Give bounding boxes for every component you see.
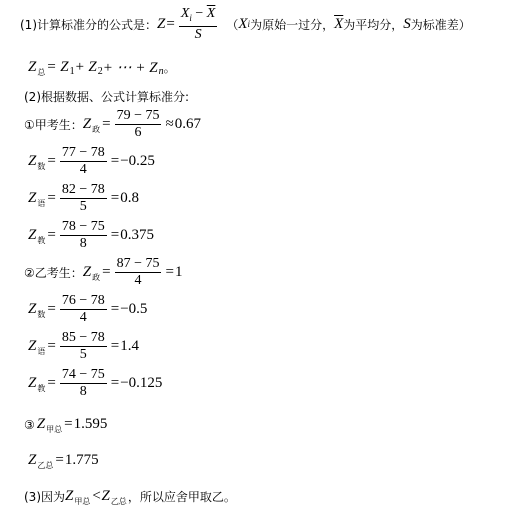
yi-rel-0: =	[165, 264, 174, 280]
jia-val-1: −0.25	[120, 153, 155, 169]
formula-xi: X	[180, 6, 190, 21]
jia-frac-1	[60, 145, 107, 178]
conclusion-z1: Z	[65, 488, 74, 504]
jia-z-3: Z	[28, 227, 37, 243]
yi-den-1: 4	[79, 310, 87, 325]
yi-frac-2	[60, 330, 107, 363]
formula-line	[20, 6, 471, 43]
total-jia-rel: =	[64, 416, 73, 432]
note-xi: X	[238, 15, 248, 32]
total-jia-z: Z	[36, 416, 46, 432]
jia-val-2: 0.8	[120, 190, 139, 206]
jia-sub-0: 政	[92, 125, 101, 134]
yi-frac-0	[115, 256, 162, 289]
total-yi-rel: =	[55, 452, 64, 468]
jia-num-3: 78 − 75	[61, 219, 105, 234]
jia-rel-0: ≈	[165, 116, 174, 132]
jia-frac-0	[115, 108, 162, 141]
yi-num-2: 85 − 78	[61, 330, 105, 345]
yi-val-1: −0.5	[120, 301, 148, 317]
sum-sub-n: n	[158, 66, 164, 77]
jia-eq-1: =	[47, 153, 56, 169]
jia-sub-2: 语	[37, 199, 46, 208]
formula-denominator	[193, 27, 204, 43]
yi-row-0	[24, 256, 182, 289]
sum-line	[28, 58, 176, 77]
yi-rel-2: =	[110, 338, 120, 354]
jia-num-0: 79 − 75	[116, 108, 160, 123]
yi-num-1: 76 − 78	[61, 293, 105, 308]
jia-num-1: 77 − 78	[61, 145, 105, 160]
jia-val-0: 0.67	[174, 116, 201, 132]
yi-z-2: Z	[28, 338, 37, 354]
formula-label: (1)计算标准分的公式是：	[20, 17, 157, 32]
conclusion-s2: 乙总	[110, 497, 127, 506]
formula-xi-sub: i	[189, 12, 192, 23]
yi-den-0: 4	[134, 273, 142, 288]
conclusion-line	[24, 488, 236, 505]
yi-val-3: −0.125	[120, 375, 163, 391]
conclusion-lt: <	[91, 488, 102, 504]
note-xi-sub: i	[247, 19, 251, 30]
jia-header: ①甲考生：	[24, 118, 83, 132]
total-yi-sub: 乙总	[37, 461, 54, 470]
yi-rel-3: =	[110, 375, 120, 391]
note-text-1: 为原始一过分，	[250, 17, 335, 32]
jia-den-2: 5	[79, 199, 87, 214]
conclusion-pre: (3)因为	[24, 490, 65, 504]
note-open: （	[226, 17, 239, 32]
yi-z-3: Z	[28, 375, 37, 391]
yi-sub-2: 语	[37, 347, 46, 356]
jia-num-2: 82 − 78	[61, 182, 105, 197]
formula-fraction	[179, 6, 218, 43]
yi-header: ②乙考生：	[24, 266, 83, 280]
conclusion-post: ，所以应舍甲取乙。	[127, 490, 236, 504]
yi-den-2: 5	[79, 347, 87, 362]
note-text-3: 为标准差）	[410, 17, 471, 32]
step2-text: (2)根据数据、公式计算标准分:	[24, 90, 190, 104]
total-jia-line	[24, 416, 107, 433]
yi-num-0: 87 − 75	[116, 256, 160, 271]
jia-frac-2	[60, 182, 107, 215]
formula-minus: −	[191, 6, 207, 21]
total-jia-val: 1.595	[73, 416, 108, 432]
jia-den-0: 6	[134, 125, 142, 140]
total-yi-z: Z	[28, 452, 37, 468]
yi-eq-3: =	[47, 375, 56, 391]
yi-eq-2: =	[47, 338, 56, 354]
jia-row-1	[28, 145, 155, 178]
formula-numerator	[179, 6, 218, 27]
sum-expr-2: + Z	[74, 59, 97, 75]
formula-s: S	[194, 26, 202, 42]
jia-val-3: 0.375	[120, 227, 154, 243]
yi-sub-1: 数	[37, 310, 46, 319]
jia-z-2: Z	[28, 190, 37, 206]
formula-z: Z	[157, 15, 166, 32]
note-text-2: 为平均分，	[343, 17, 404, 32]
jia-eq-0: =	[102, 116, 111, 132]
jia-frac-3	[60, 219, 107, 252]
jia-den-1: 4	[79, 162, 87, 177]
formula-xbar: $\overline{X}$	[206, 6, 216, 21]
yi-frac-3	[60, 367, 107, 400]
yi-z-1: Z	[28, 301, 37, 317]
jia-row-3	[28, 219, 154, 252]
totals-marker: ③	[24, 417, 35, 432]
jia-sub-1: 数	[37, 162, 46, 171]
sum-z: Z	[28, 59, 37, 75]
sum-z-sub: 总	[37, 68, 46, 77]
note-xbar: $\overline{X}$	[334, 15, 344, 32]
conclusion-z2: Z	[101, 488, 110, 504]
yi-row-3	[28, 367, 162, 400]
yi-den-3: 8	[79, 384, 87, 399]
sum-sub-2: 2	[97, 66, 103, 77]
total-yi-val: 1.775	[64, 452, 99, 468]
sum-expr-3: + ⋯ + Z	[102, 60, 158, 76]
jia-den-3: 8	[79, 236, 87, 251]
jia-sub-3: 教	[37, 236, 46, 245]
yi-eq-0: =	[102, 264, 111, 280]
yi-val-0: 1	[174, 264, 183, 280]
jia-rel-2: =	[110, 190, 120, 206]
jia-row-2	[28, 182, 139, 215]
sum-expr-1: = Z	[46, 59, 69, 75]
conclusion-s1: 甲总	[74, 497, 91, 506]
note-s: S	[403, 15, 411, 32]
yi-row-2	[28, 330, 139, 363]
jia-eq-3: =	[47, 227, 56, 243]
step2-heading	[24, 88, 189, 105]
jia-row-0	[24, 108, 201, 141]
sum-end: 。	[163, 61, 176, 75]
yi-z-0: Z	[82, 264, 92, 280]
formula-eq: =	[166, 15, 175, 32]
yi-num-3: 74 − 75	[61, 367, 105, 382]
yi-sub-3: 教	[37, 384, 46, 393]
yi-val-2: 1.4	[120, 338, 139, 354]
jia-eq-2: =	[47, 190, 56, 206]
total-jia-sub: 甲总	[46, 425, 63, 434]
jia-z-1: Z	[28, 153, 37, 169]
sum-sub-1: 1	[69, 66, 75, 77]
jia-rel-3: =	[110, 227, 120, 243]
total-yi-line	[28, 452, 99, 469]
yi-sub-0: 政	[92, 273, 101, 282]
jia-rel-1: =	[110, 153, 120, 169]
jia-z-0: Z	[82, 116, 92, 132]
yi-row-1	[28, 293, 147, 326]
yi-eq-1: =	[47, 301, 56, 317]
yi-rel-1: =	[110, 301, 120, 317]
yi-frac-1	[60, 293, 107, 326]
